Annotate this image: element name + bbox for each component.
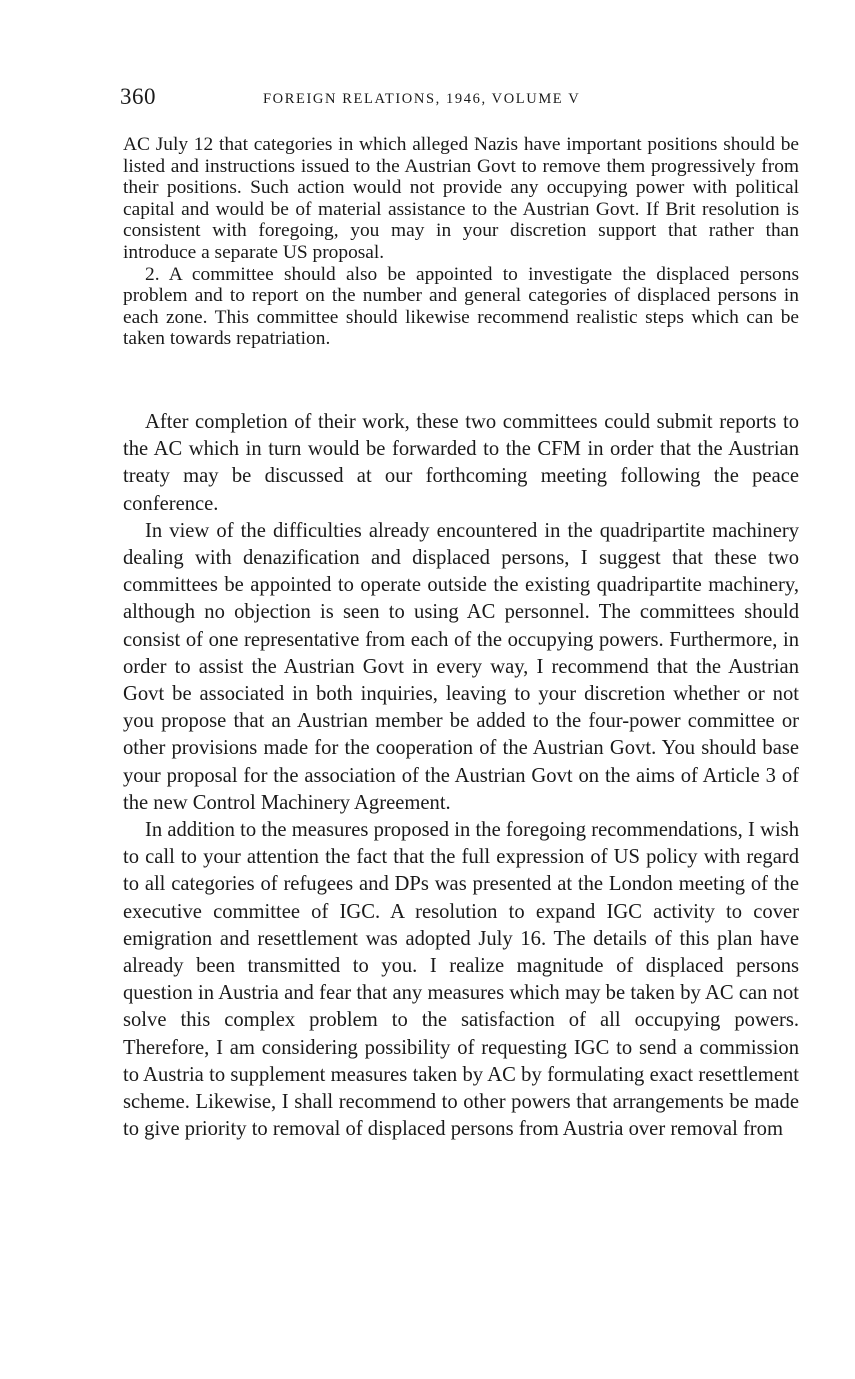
running-title: FOREIGN RELATIONS, 1946, VOLUME V [263,91,581,107]
body-paragraph-2: In view of the difficulties already encountered in the quadripartite machinery dealing with denazification and displaced persons, I suggest that these two committees be appointed to operate outside the existing quadripartite machinery, although no objection is seen to using AC personnel. The committees should consist of one representative from each of the occupying powers. Furthermore, in order to assist the Austrian Govt in every way, I recommend that the Austrian Govt be associated in both inquiries, leaving to your discretion whether or not you propose that an Austrian member be added to the four-power committee or other provisions made for the cooperation of the Austrian Govt. You should base your proposal for the association of the Austrian Govt on the aims of Article 3 of the new Control Machinery Agreement. [123,519,799,814]
page-header [120,84,800,114]
continued-paragraph: AC July 12 that categories in which alleged Nazis have important positions should be listed and instructions issued to the Austrian Govt to remove them progressively from their positions. Such action would not provide any occupying power with political capital and would be of material assistance to the Austrian Govt. If Brit resolution is consistent with foregoing, you may in your discretion support that rather than introduce a separate US proposal. [123,134,799,263]
body-paragraph-1: After completion of their work, these two committees could submit reports to the AC which in turn would be forwarded to the CFM in order that the Austrian treaty may be discussed at our forthcoming meeting following the peace conference. [123,411,799,515]
body-paragraph-3: In addition to the measures proposed in the foregoing recommendations, I wish to call to your attention the fact that the full expression of US policy with regard to all categories of refugees and DPs was presented at the London meeting of the executive committee of IGC. A resolution to expand IGC activity to cover emigration and resettlement was adopted July 16. The details of this plan have already been transmitted to you. I realize magnitude of displaced persons question in Austria and fear that any measures which may be taken by AC can not solve this complex problem to the satisfaction of all occupying powers. Therefore, I am considering possibility of requesting IGC to send a commission to Austria to supplement measures taken by AC by formulating exact resettlement scheme. Likewise, I shall recommend to other powers that arrangements be made to give priority to removal of displaced persons from Austria over removal from [123,819,799,1141]
numbered-paragraph-2: 2. A committee should also be appointed to investigate the displaced persons problem and to report on the number and general categories of displaced persons in each zone. This committee should likewise recommend realistic steps which can be taken towards repatriation. [123,263,799,350]
quoted-telegram-block [123,134,799,350]
page-number: 360 [120,84,156,109]
body-text [123,409,799,1143]
